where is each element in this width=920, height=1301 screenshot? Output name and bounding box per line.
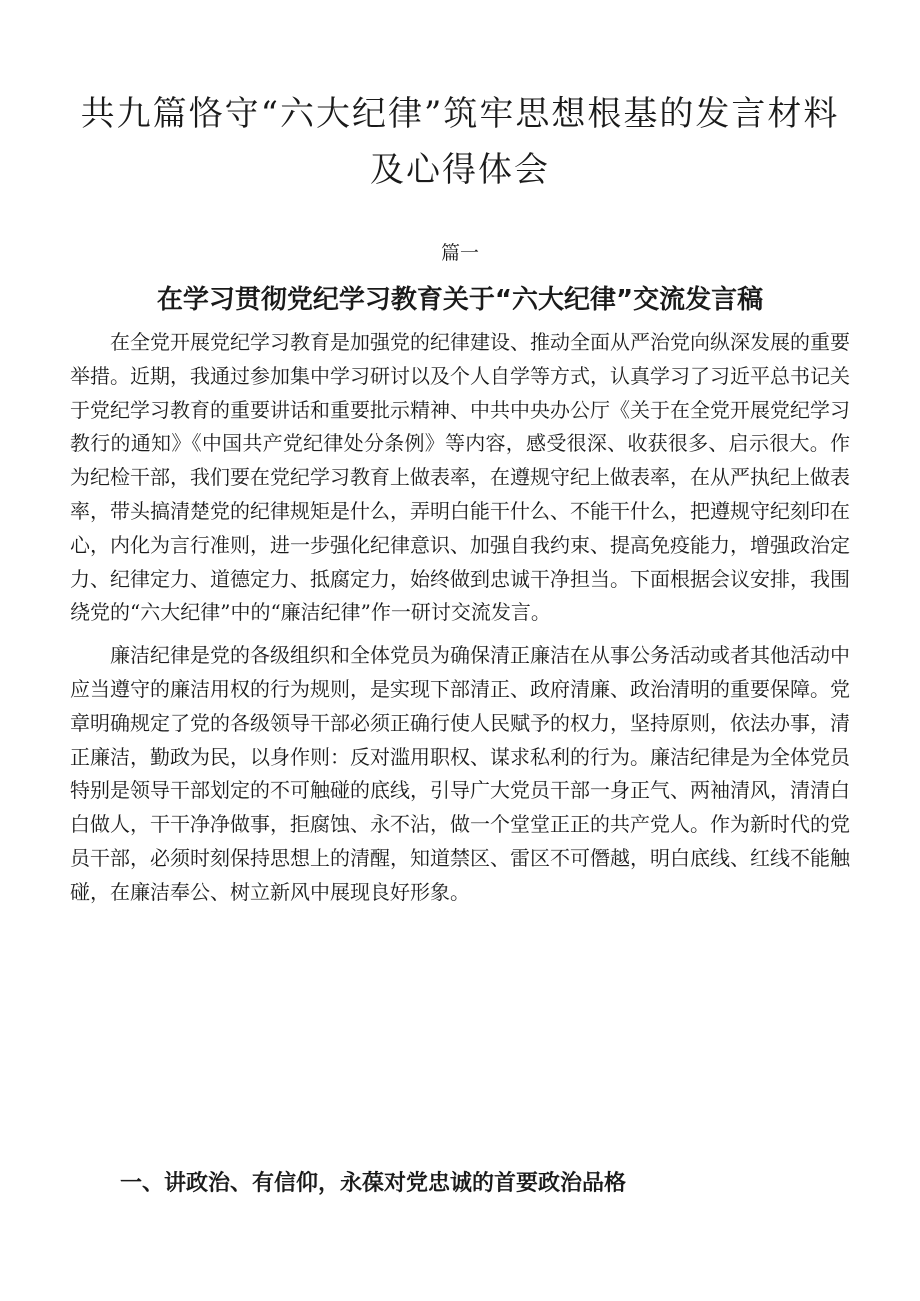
document-title: 共九篇恪守“六大纪律”筑牢思想根基的发言材料及心得体会	[80, 94, 840, 190]
paragraph-2: 廉洁纪律是党的各级组织和全体党员为确保清正廉洁在从事公务活动或者其他活动中应当遵守的廉洁用权的行为规则，是实现下部清正、政府清廉、政治清明的重要保障。党章明确规定了党的各级领导干部必须正确行使人民赋予的权力，坚持原则，依法办事，清正廉洁，勤政为民，以身作则：反对滥用职权、谋求私利的行为。廉洁纪律是为全体党员特别是领导干部划定的不可触碰的底线，引导广大党员干部一身正气、两袖清风，清清白白做人，干干净净做事，拒腐蚀、永不沾，做一个堂堂正正的共产党人。作为新时代的党员干部，必须时刻保持思想上的清醒，知道禁区、雷区不可僭越，明白底线、红线不能触碰，在廉洁奉公、树立新风中展现良好形象。	[70, 643, 850, 904]
section-title: 在学习贯彻党纪学习教育关于“六大纪律”交流发言稿	[156, 285, 764, 315]
paragraph-1: 在全党开展党纪学习教育是加强党的纪律建设、推动全面从严治党向纵深发展的重要举措。近期，我通过参加集中学习研讨以及个人自学等方式，认真学习了习近平总书记关于党纪学习教育的重要讲话和重要批示精神、中共中央办公厅《关于在全党开展党纪学习教行的通知》《中国共产党纪律处分条例》等内容，感受很深、收获很多、启示很大。作为纪检干部，我们要在党纪学习教育上做表率，在遵规守纪上做表率，在从严执纪上做表率，带头搞清楚党的纪律规矩是什么，弄明白能干什么、不能干什么，把遵规守纪刻印在心，内化为言行准则，进一步强化纪律意识、加强自我约束、提高免疫能力，增强政治定力、纪律定力、道德定力、抵腐定力，始终做到忠诚干净担当。下面根据会议安排，我围绕党的“六大纪律”中的“廉洁纪律”作一研讨交流发言。	[70, 330, 850, 625]
section-number: 篇一	[440, 242, 479, 264]
body-text	[70, 326, 850, 910]
subheading-1: 一、讲政治、有信仰，永葆对党忠诚的首要政治品格	[120, 1171, 627, 1196]
